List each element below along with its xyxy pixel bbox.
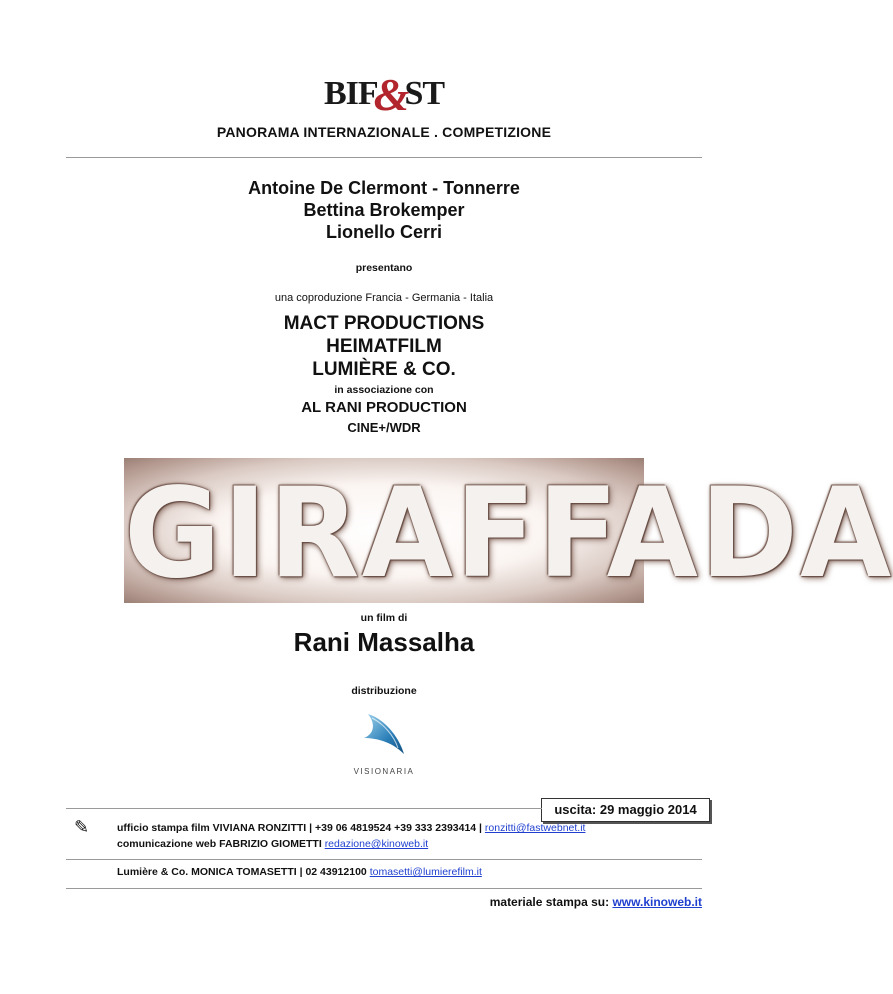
release-date-box: uscita: 29 maggio 2014 (541, 798, 710, 822)
pencil-icon: ✎ (74, 817, 90, 837)
contact-3-text: Lumière & Co. MONICA TOMASETTI | 02 43912100 (117, 866, 370, 878)
association-2: CINE+/WDR (347, 420, 421, 435)
contact-1-text: ufficio stampa film VIVIANA RONZITTI | +39 06 4819524 +39 333 2393414 | (117, 822, 485, 834)
email-link-tomasetti[interactable]: tomasetti@lumierefilm.it (369, 866, 482, 878)
email-link-ronzitti[interactable]: ronzitti@fastwebnet.it (484, 822, 586, 834)
email-link-redazione[interactable]: redazione@kinoweb.it (324, 838, 429, 850)
divider (66, 808, 542, 809)
festival-logo (0, 62, 768, 120)
contact-line-2 (117, 838, 428, 850)
association-1: AL RANI PRODUCTION (301, 399, 467, 416)
contact-2-text: comunicazione web FABRIZIO GIOMETTI (117, 838, 325, 850)
distributor-name: VISIONARIA (353, 767, 415, 776)
company-3: LUMIÈRE & CO. (312, 359, 456, 380)
distribution-label: distribuzione (351, 685, 417, 697)
distributor-logo (334, 708, 434, 774)
contact-line-1 (117, 822, 585, 834)
film-title-banner (124, 458, 893, 606)
section-title: PANORAMA INTERNAZIONALE . COMPETIZIONE (216, 124, 552, 140)
company-1: MACT PRODUCTIONS (283, 313, 485, 334)
film-title: GIRAFFADA (124, 460, 893, 606)
producer-3: Lionello Cerri (325, 222, 442, 242)
company-2: HEIMATFILM (326, 336, 442, 357)
director-name: Rani Massalha (293, 627, 475, 657)
producer-1: Antoine De Clermont - Tonnerre (248, 178, 520, 198)
divider (66, 859, 702, 860)
coproduction-line: una coproduzione Francia - Germania - Italia (274, 292, 494, 304)
association-label: in associazione con (334, 384, 434, 396)
divider (66, 157, 702, 158)
presentano-label: presentano (355, 262, 413, 274)
press-material-label: materiale stampa su: (489, 895, 613, 909)
wave-icon (334, 708, 434, 758)
kinoweb-link[interactable]: www.kinoweb.it (612, 895, 702, 909)
logo-right: ST (404, 75, 445, 112)
press-material (490, 895, 702, 909)
logo-ampersand: & (373, 69, 409, 120)
producer-2: Bettina Brokemper (303, 200, 465, 220)
divider (66, 888, 702, 889)
contact-line-3 (117, 866, 482, 878)
logo-left: BIF (323, 75, 378, 112)
film-by-label: un film di (360, 612, 408, 624)
